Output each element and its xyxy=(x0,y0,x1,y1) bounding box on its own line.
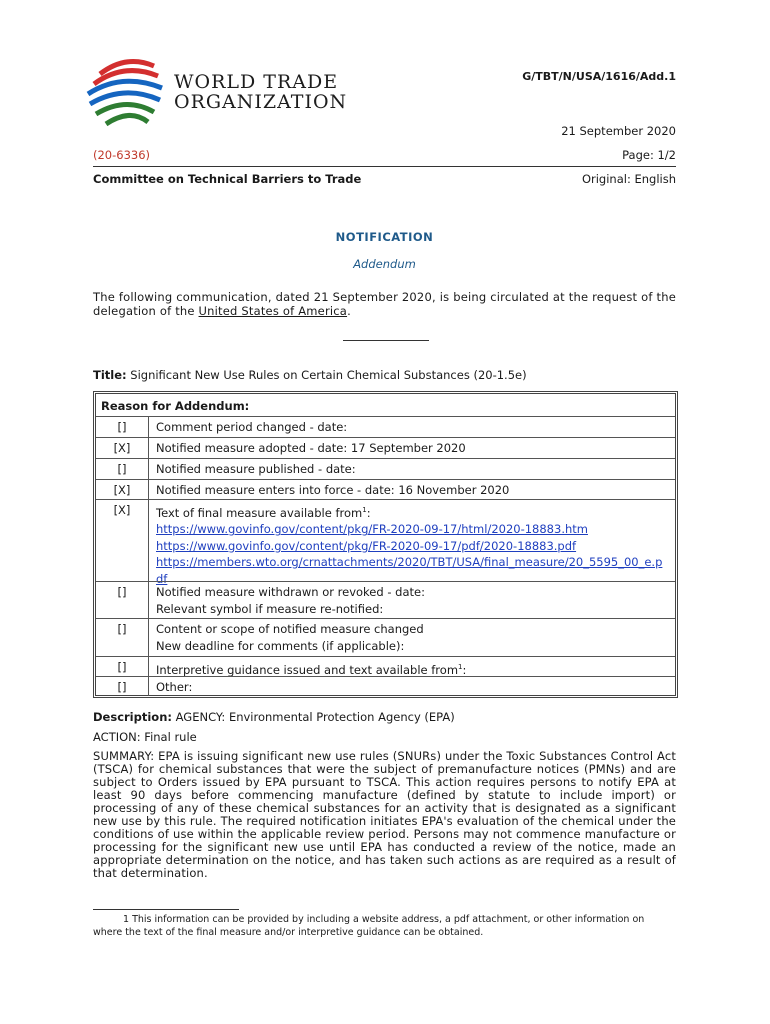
wto-attachment-link-cont[interactable]: df xyxy=(156,571,168,586)
footnote-ref[interactable]: 1 xyxy=(458,663,463,671)
title-text: Significant New Use Rules on Certain Chemical Substances (20-1.5e) xyxy=(126,368,527,382)
committee-name: Committee on Technical Barriers to Trade xyxy=(93,172,362,186)
table-row xyxy=(96,676,675,696)
table-row xyxy=(96,479,675,499)
reason-header: Reason for Addendum: xyxy=(101,399,250,413)
checkbox-mark: [] xyxy=(117,680,127,694)
table-row xyxy=(96,437,675,458)
row-text: Interpretive guidance issued and text available from$^1$: xyxy=(156,662,467,677)
checkbox-mark: [] xyxy=(117,585,127,599)
row-text: Other: xyxy=(156,680,193,694)
document-symbol: G/TBT/N/USA/1616/Add.1 xyxy=(522,70,676,83)
addendum-subheading: Addendum xyxy=(353,257,416,271)
table-row xyxy=(96,416,675,437)
notification-heading: NOTIFICATION xyxy=(335,230,434,244)
row-text: Notified measure enters into force - date: 16 November 2020 xyxy=(156,483,510,497)
action-line: ACTION: Final rule xyxy=(93,730,197,744)
row-text: Comment period changed - date: xyxy=(156,420,348,434)
intro-paragraph: The following communication, dated 21 September 2020, is being circulated at the request of the delegation of the United States of America. xyxy=(93,290,676,318)
row-text: Notified measure published - date: xyxy=(156,462,356,476)
wto-attachment-link[interactable]: https://members.wto.org/crnattachments/2020/TBT/USA/final_measure/20_5595_00_e.p xyxy=(156,555,663,570)
title-label: Title: xyxy=(93,368,127,382)
org-name-line2: ORGANIZATION xyxy=(174,91,348,113)
row-text: Notified measure withdrawn or revoked - date: Relevant symbol if measure re-notified: xyxy=(156,585,425,616)
checkbox-mark: [] xyxy=(117,660,127,674)
title-line xyxy=(93,368,527,382)
row-text: Text of final measure available from$^1$: https://www.govinfo.gov/content/pkg/FR-2020-09-17/html/2020-18883.htm https://www.govinfo.gov/content/pkg/FR-2020-09-17/pdf/2020-18883.pdf https://members.wto.org/crnattachments/2020/TBT/USA/final_measure/20_5595_00_e.p df xyxy=(156,505,663,586)
table-row xyxy=(96,656,675,676)
description-line: Description: AGENCY: Environmental Protection Agency (EPA) xyxy=(93,710,455,724)
org-name-line1: WORLD TRADE xyxy=(174,71,339,93)
table-row xyxy=(96,618,675,656)
footnote-ref[interactable]: 1 xyxy=(362,506,367,514)
footnote-text: 1 This information can be provided by including a website address, a pdf attachment, or other information on where the text of the final measure and/or interpretive guidance can be obtained. xyxy=(93,914,645,938)
checkbox-mark: [] xyxy=(117,462,127,476)
table-row xyxy=(96,458,675,479)
summary-paragraph: SUMMARY: EPA is issuing significant new use rules (SNURs) under the Toxic Substances Control Act (TSCA) for chemical substances that were the subject of premanufacture notices (PMNs) and are subject to Orders issued by EPA pursuant to TSCA. This action requires persons to notify EPA at least 90 days before commencing manufacture (defined by statute to include import) or processing of any of these chemical substances for an activity that is designated as a significant new use by this rule. The required notification initiates EPA's evaluation of the chemical under the conditions of use within the applicable review period. Persons may not commence manufacture or processing for the significant new use until EPA has conducted a review of the notice, made an appropriate determination on the notice, and has taken such actions as are required as a result of that determination. xyxy=(93,749,676,880)
govinfo-html-link[interactable]: https://www.govinfo.gov/content/pkg/FR-2020-09-17/html/2020-18883.htm xyxy=(156,522,588,537)
description-label: Description: xyxy=(93,710,172,724)
checkbox-mark: [X] xyxy=(113,441,131,455)
reference-number: (20-6336) xyxy=(93,148,151,162)
footnote-divider xyxy=(93,909,239,910)
member-link[interactable]: United States of America xyxy=(198,303,348,318)
document-date: 21 September 2020 xyxy=(561,124,676,138)
header-divider xyxy=(93,166,676,167)
row-text: Notified measure adopted - date: 17 September 2020 xyxy=(156,441,466,455)
table-row xyxy=(96,581,675,618)
checkbox-mark: [] xyxy=(117,622,127,636)
table-row xyxy=(96,499,675,586)
row-text: Content or scope of notified measure changed New deadline for comments (if applicable): xyxy=(156,622,424,653)
checkbox-mark: [] xyxy=(117,420,127,434)
separator-rule xyxy=(343,340,429,341)
govinfo-pdf-link[interactable]: https://www.govinfo.gov/content/pkg/FR-2020-09-17/pdf/2020-18883.pdf xyxy=(156,538,577,553)
original-language: Original: English xyxy=(581,172,676,186)
checkbox-mark: [X] xyxy=(113,503,131,517)
page-number: Page: 1/2 xyxy=(622,148,676,162)
checkbox-mark: [X] xyxy=(113,483,131,497)
